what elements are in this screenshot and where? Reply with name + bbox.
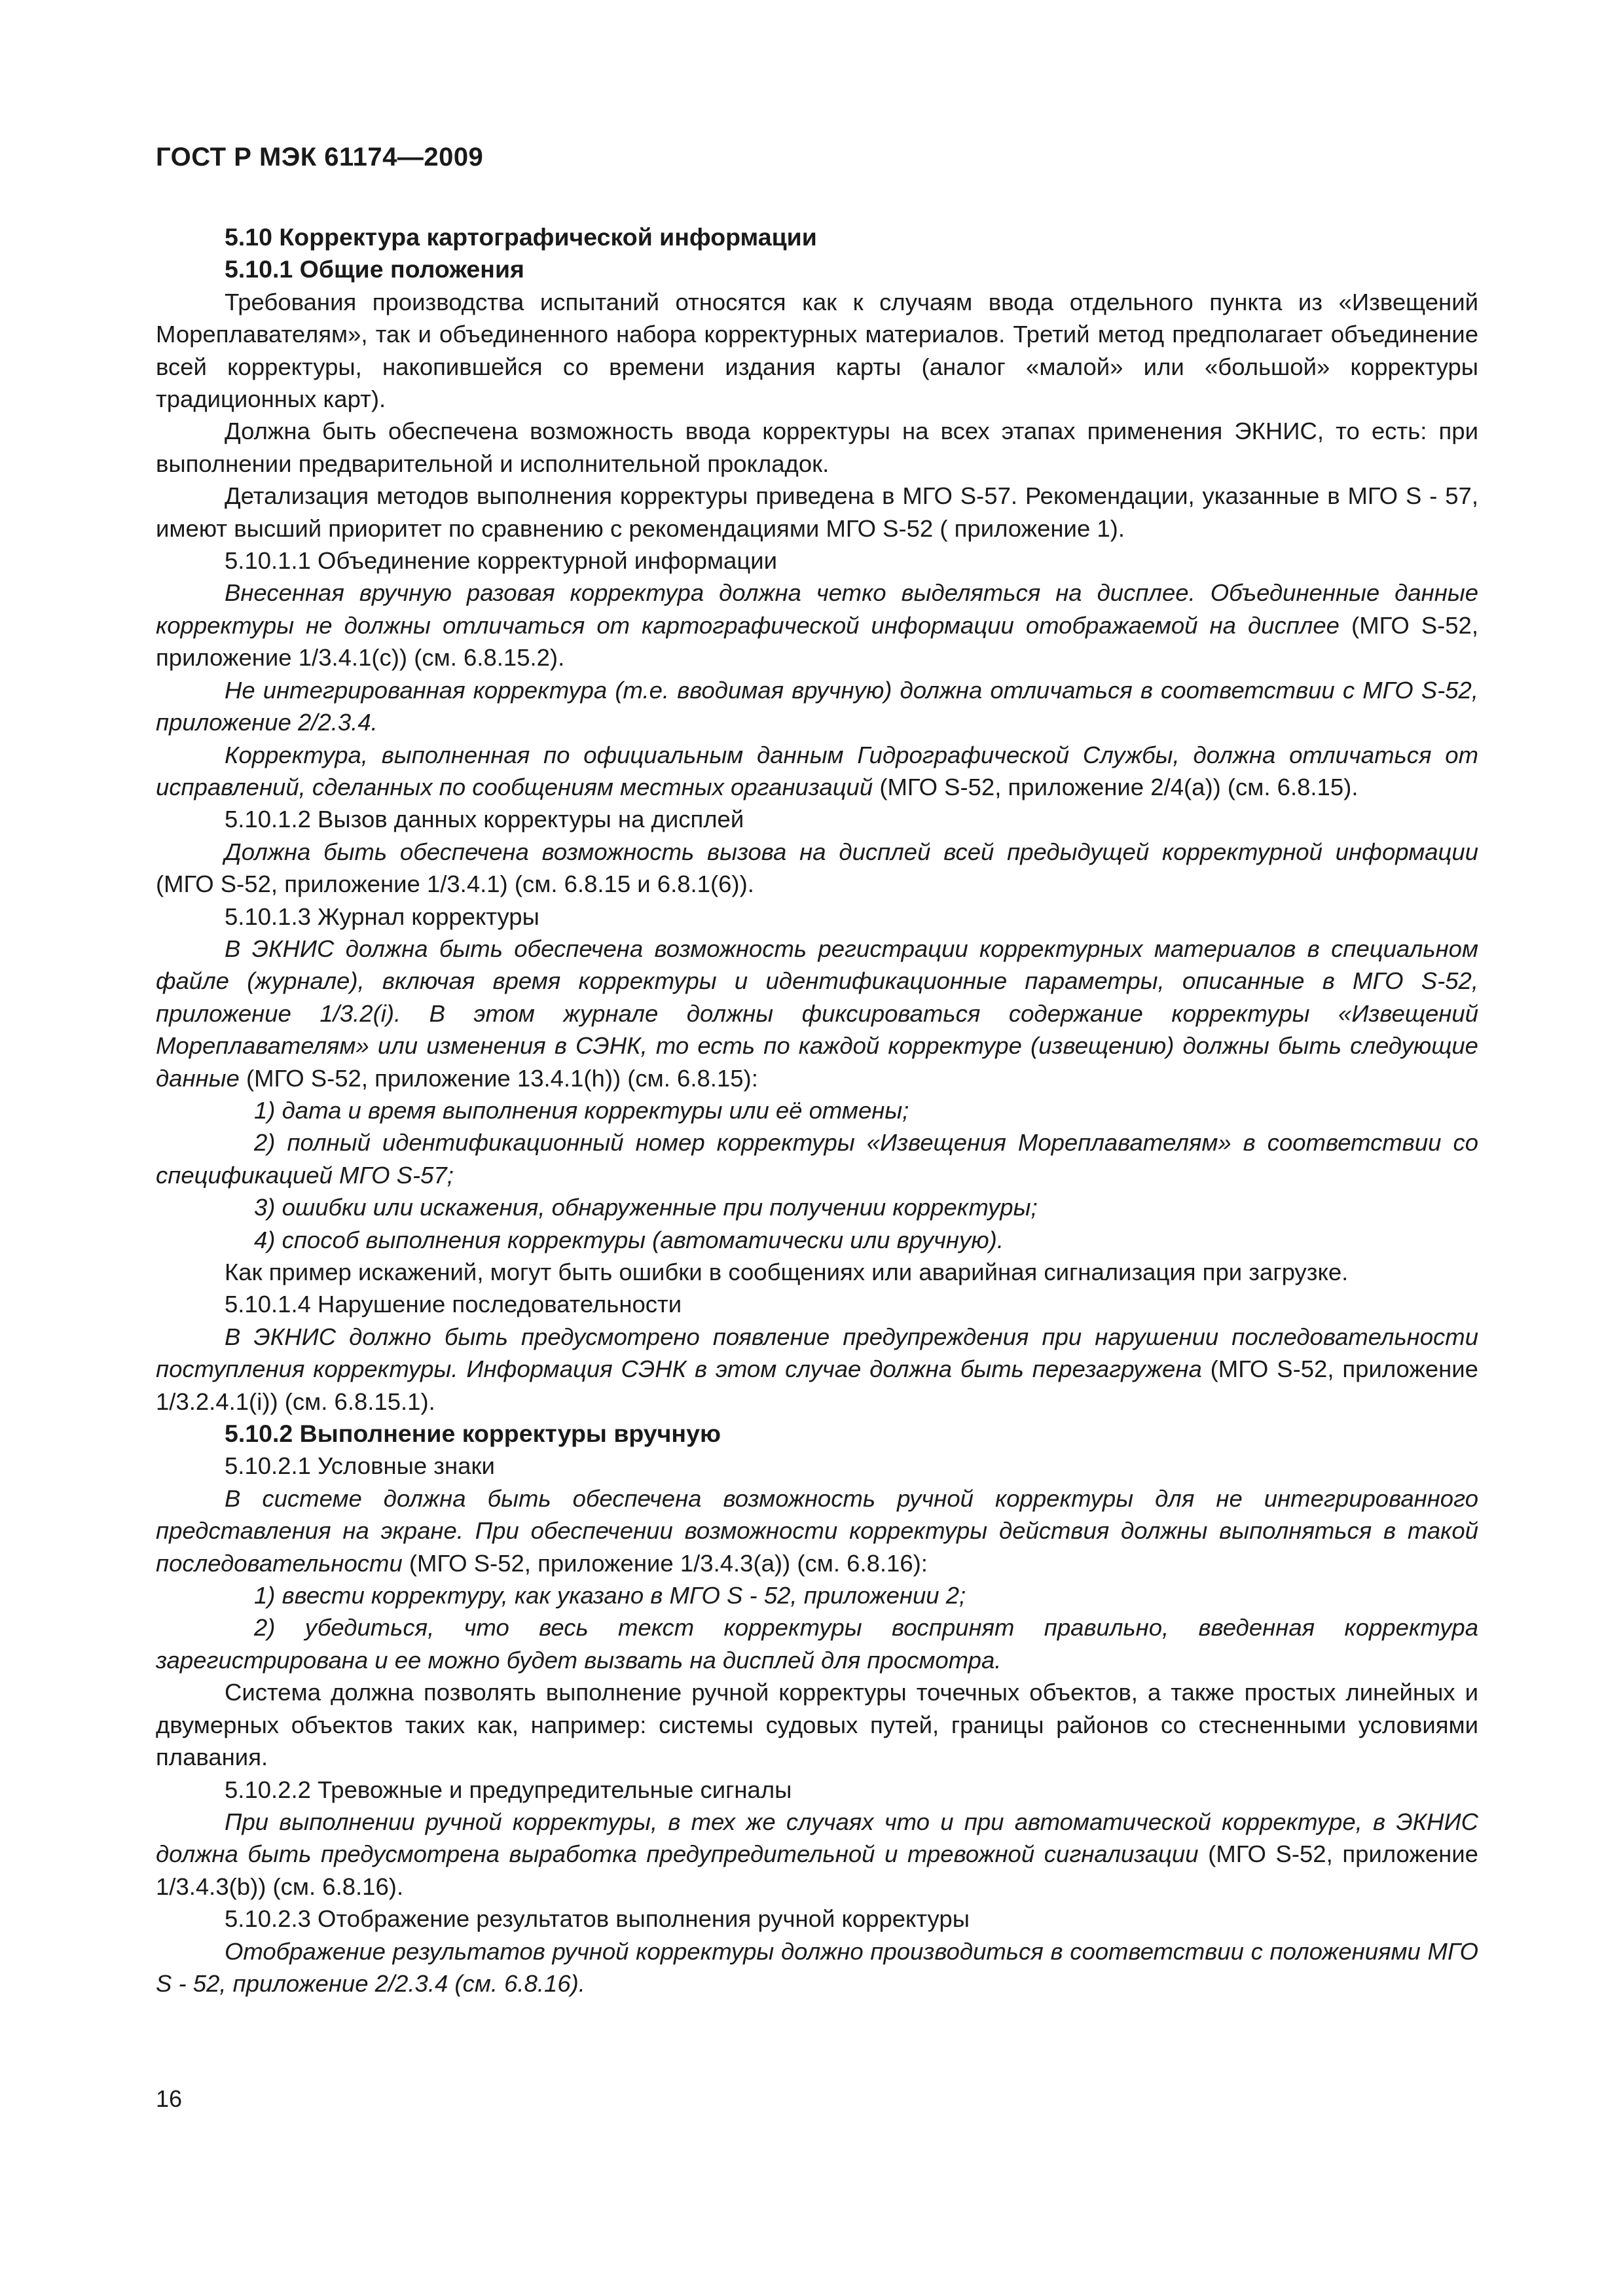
subsection-heading xyxy=(156,1288,1478,1320)
document-body xyxy=(156,221,1478,2000)
text-run: (МГО S-52, приложение 2/4(a)) (см. 6.8.15). xyxy=(873,773,1359,800)
text-run: 5.10.2.1 Условные знаки xyxy=(225,1452,495,1480)
italic-text: 3) ошибки или искажения, обнаруженные при получении корректуры; xyxy=(254,1194,1038,1221)
page-number: 16 xyxy=(156,2085,183,2112)
list-item xyxy=(156,1611,1478,1676)
text-run: Детализация методов выполнения корректуры приведена в МГО S-57. Рекомендации, указанные в МГО S - 57, имеют высший приоритет по сравнению с рекомендациями МГО S-52 ( приложение 1). xyxy=(156,482,1478,542)
italic-text: 1) дата и время выполнения корректуры или её отмены; xyxy=(254,1096,909,1124)
subsection-heading xyxy=(156,803,1478,835)
subsection-heading xyxy=(156,1903,1478,1935)
body-paragraph xyxy=(156,739,1478,804)
text-run: 5.10.2 Выполнение корректуры вручную xyxy=(225,1420,721,1448)
subsection-heading xyxy=(156,1450,1478,1482)
text-run: (МГО S-52, приложение 1/3.4.1) (см. 6.8.15 и 6.8.1(6)). xyxy=(156,870,754,898)
body-paragraph xyxy=(156,480,1478,545)
body-paragraph xyxy=(156,286,1478,416)
italic-text: В ЭКНИС должна быть обеспечена возможность регистрации корректурных материалов в специальном файле (журнале), включая время корректуры и идентификационные параметры, описанные в МГО S-52, приложение 1/3.2(i). В этом журнале должны фиксироваться содержание корректуры «Извещений Мореплавателям» или изменения в СЭНК, то есть по каждой корректуре (извещению) должны быть следующие данные xyxy=(156,935,1478,1092)
list-item xyxy=(156,1191,1478,1223)
text-run: Должна быть обеспечена возможность ввода корректуры на всех этапах применения ЭКНИС, то есть: при выполнении предварительной и исполнительной прокладок. xyxy=(156,418,1478,477)
list-item xyxy=(156,1126,1478,1191)
text-run: (МГО S-52, приложение 1/3.2.4.1(i)) (см. 6.8.15.1). xyxy=(156,1355,1478,1415)
text-run: 5.10.1.2 Вызов данных корректуры на дисплей xyxy=(225,806,744,833)
text-run: Требования производства испытаний относятся как к случаям ввода отдельного пункта из «Извещений Мореплавателям», так и объединенного набора корректурных материалов. Третий метод предполагает объединение всей корректуры, накопившейся со времени издания карты (аналог «малой» или «большой» корректуры традиционных карт). xyxy=(156,288,1478,413)
italic-text: 1) ввести корректуру, как указано в МГО S - 52, приложении 2; xyxy=(254,1582,966,1609)
italic-text: Внесенная вручную разовая корректура должна четко выделяться на дисплее. Объединенные данные корректуры не должны отличаться от картографической информации отображаемой на дисплее xyxy=(156,579,1478,639)
section-heading xyxy=(156,221,1478,253)
text-run: 5.10.2.3 Отображение результатов выполнения ручной корректуры xyxy=(225,1905,970,1933)
italic-text: 2) убедиться, что весь текст корректуры воспринят правильно, введенная корректура зарегистрирована и ее можно будет вызвать на дисплей для просмотра. xyxy=(156,1614,1478,1674)
list-item xyxy=(156,1579,1478,1611)
text-run: Система должна позволять выполнение ручной корректуры точечных объектов, а также простых линейных и двумерных объектов таких как, например: системы судовых путей, границы районов со стесненными условиями плавания. xyxy=(156,1679,1478,1771)
subsection-heading xyxy=(156,1774,1478,1806)
text-run: 5.10.1.3 Журнал корректуры xyxy=(225,903,539,930)
italic-text: Не интегрированная корректура (т.е. вводимая вручную) должна отличаться в соответствии с МГО S-52, приложение 2/2.3.4. xyxy=(156,676,1478,736)
italic-text: 2) полный идентификационный номер корректуры «Извещения Мореплавателям» в соответствии со спецификацией МГО S-57; xyxy=(156,1129,1478,1189)
text-run: (МГО S-52, приложение 13.4.1(h)) (см. 6.8.15): xyxy=(239,1064,758,1092)
italic-text: В системе должна быть обеспечена возможность ручной корректуры для не интегрированного представления на экране. При обеспечении возможности корректуры действия должны выполняться в такой последовательности xyxy=(156,1484,1478,1577)
italic-text: Корректура, выполненная по официальным данным Гидрографической Службы, должна отличаться от исправлений, сделанных по сообщениям местных организаций xyxy=(156,741,1478,800)
text-run: 5.10.1.1 Объединение корректурной информации xyxy=(225,547,778,575)
body-paragraph xyxy=(156,1321,1478,1418)
subsection-heading xyxy=(156,545,1478,577)
italic-text: Отображение результатов ручной корректуры должно производиться в соответствии с положениями МГО S - 52, приложение 2/2.3.4 (см. 6.8.16). xyxy=(156,1937,1478,1997)
section-heading xyxy=(156,253,1478,285)
text-run: (МГО S-52, приложение 1/3.4.1(c)) (см. 6.8.15.2). xyxy=(156,611,1478,672)
list-item xyxy=(156,1224,1478,1256)
text-run: 5.10 Корректура картографической информации xyxy=(225,223,817,251)
body-paragraph xyxy=(156,933,1478,1094)
text-run: Как пример искажений, могут быть ошибки в сообщениях или аварийная сигнализация при загрузке. xyxy=(225,1259,1349,1285)
italic-text: В ЭКНИС должно быть предусмотрено появление предупреждения при нарушении последовательности поступления корректуры. Информация СЭНК в этом случае должна быть перезагружена xyxy=(156,1323,1478,1383)
body-paragraph xyxy=(156,1935,1478,2000)
list-item xyxy=(156,1094,1478,1126)
text-run: 5.10.2.2 Тревожные и предупредительные сигналы xyxy=(225,1776,792,1803)
section-heading xyxy=(156,1418,1478,1450)
text-run: 5.10.1 Общие положения xyxy=(225,255,524,283)
italic-text: 4) способ выполнения корректуры (автоматически или вручную). xyxy=(254,1226,1004,1253)
body-paragraph xyxy=(156,415,1478,480)
body-paragraph xyxy=(156,1482,1478,1579)
italic-text: При выполнении ручной корректуры, в тех же случаях что и при автоматической корректуре, в ЭКНИС должна быть предусмотрена выработка предупредительной и тревожной сигнализации xyxy=(156,1808,1478,1868)
body-paragraph xyxy=(156,836,1478,901)
body-paragraph xyxy=(156,1256,1478,1288)
text-run: (МГО S-52, приложение 1/3.4.3(a)) (см. 6.8.16): xyxy=(402,1549,928,1577)
body-paragraph xyxy=(156,1806,1478,1903)
body-paragraph xyxy=(156,1676,1478,1773)
subsection-heading xyxy=(156,901,1478,933)
body-paragraph xyxy=(156,674,1478,739)
text-run: (МГО S-52, приложение 1/3.4.3(b)) (см. 6.8.16). xyxy=(156,1840,1478,1900)
document-header: ГОСТ Р МЭК 61174—2009 xyxy=(156,143,484,171)
text-run: 5.10.1.4 Нарушение последовательности xyxy=(225,1291,682,1318)
body-paragraph xyxy=(156,577,1478,673)
italic-text: Должна быть обеспечена возможность вызова на дисплей всей предыдущей корректурной информации xyxy=(225,838,1478,865)
